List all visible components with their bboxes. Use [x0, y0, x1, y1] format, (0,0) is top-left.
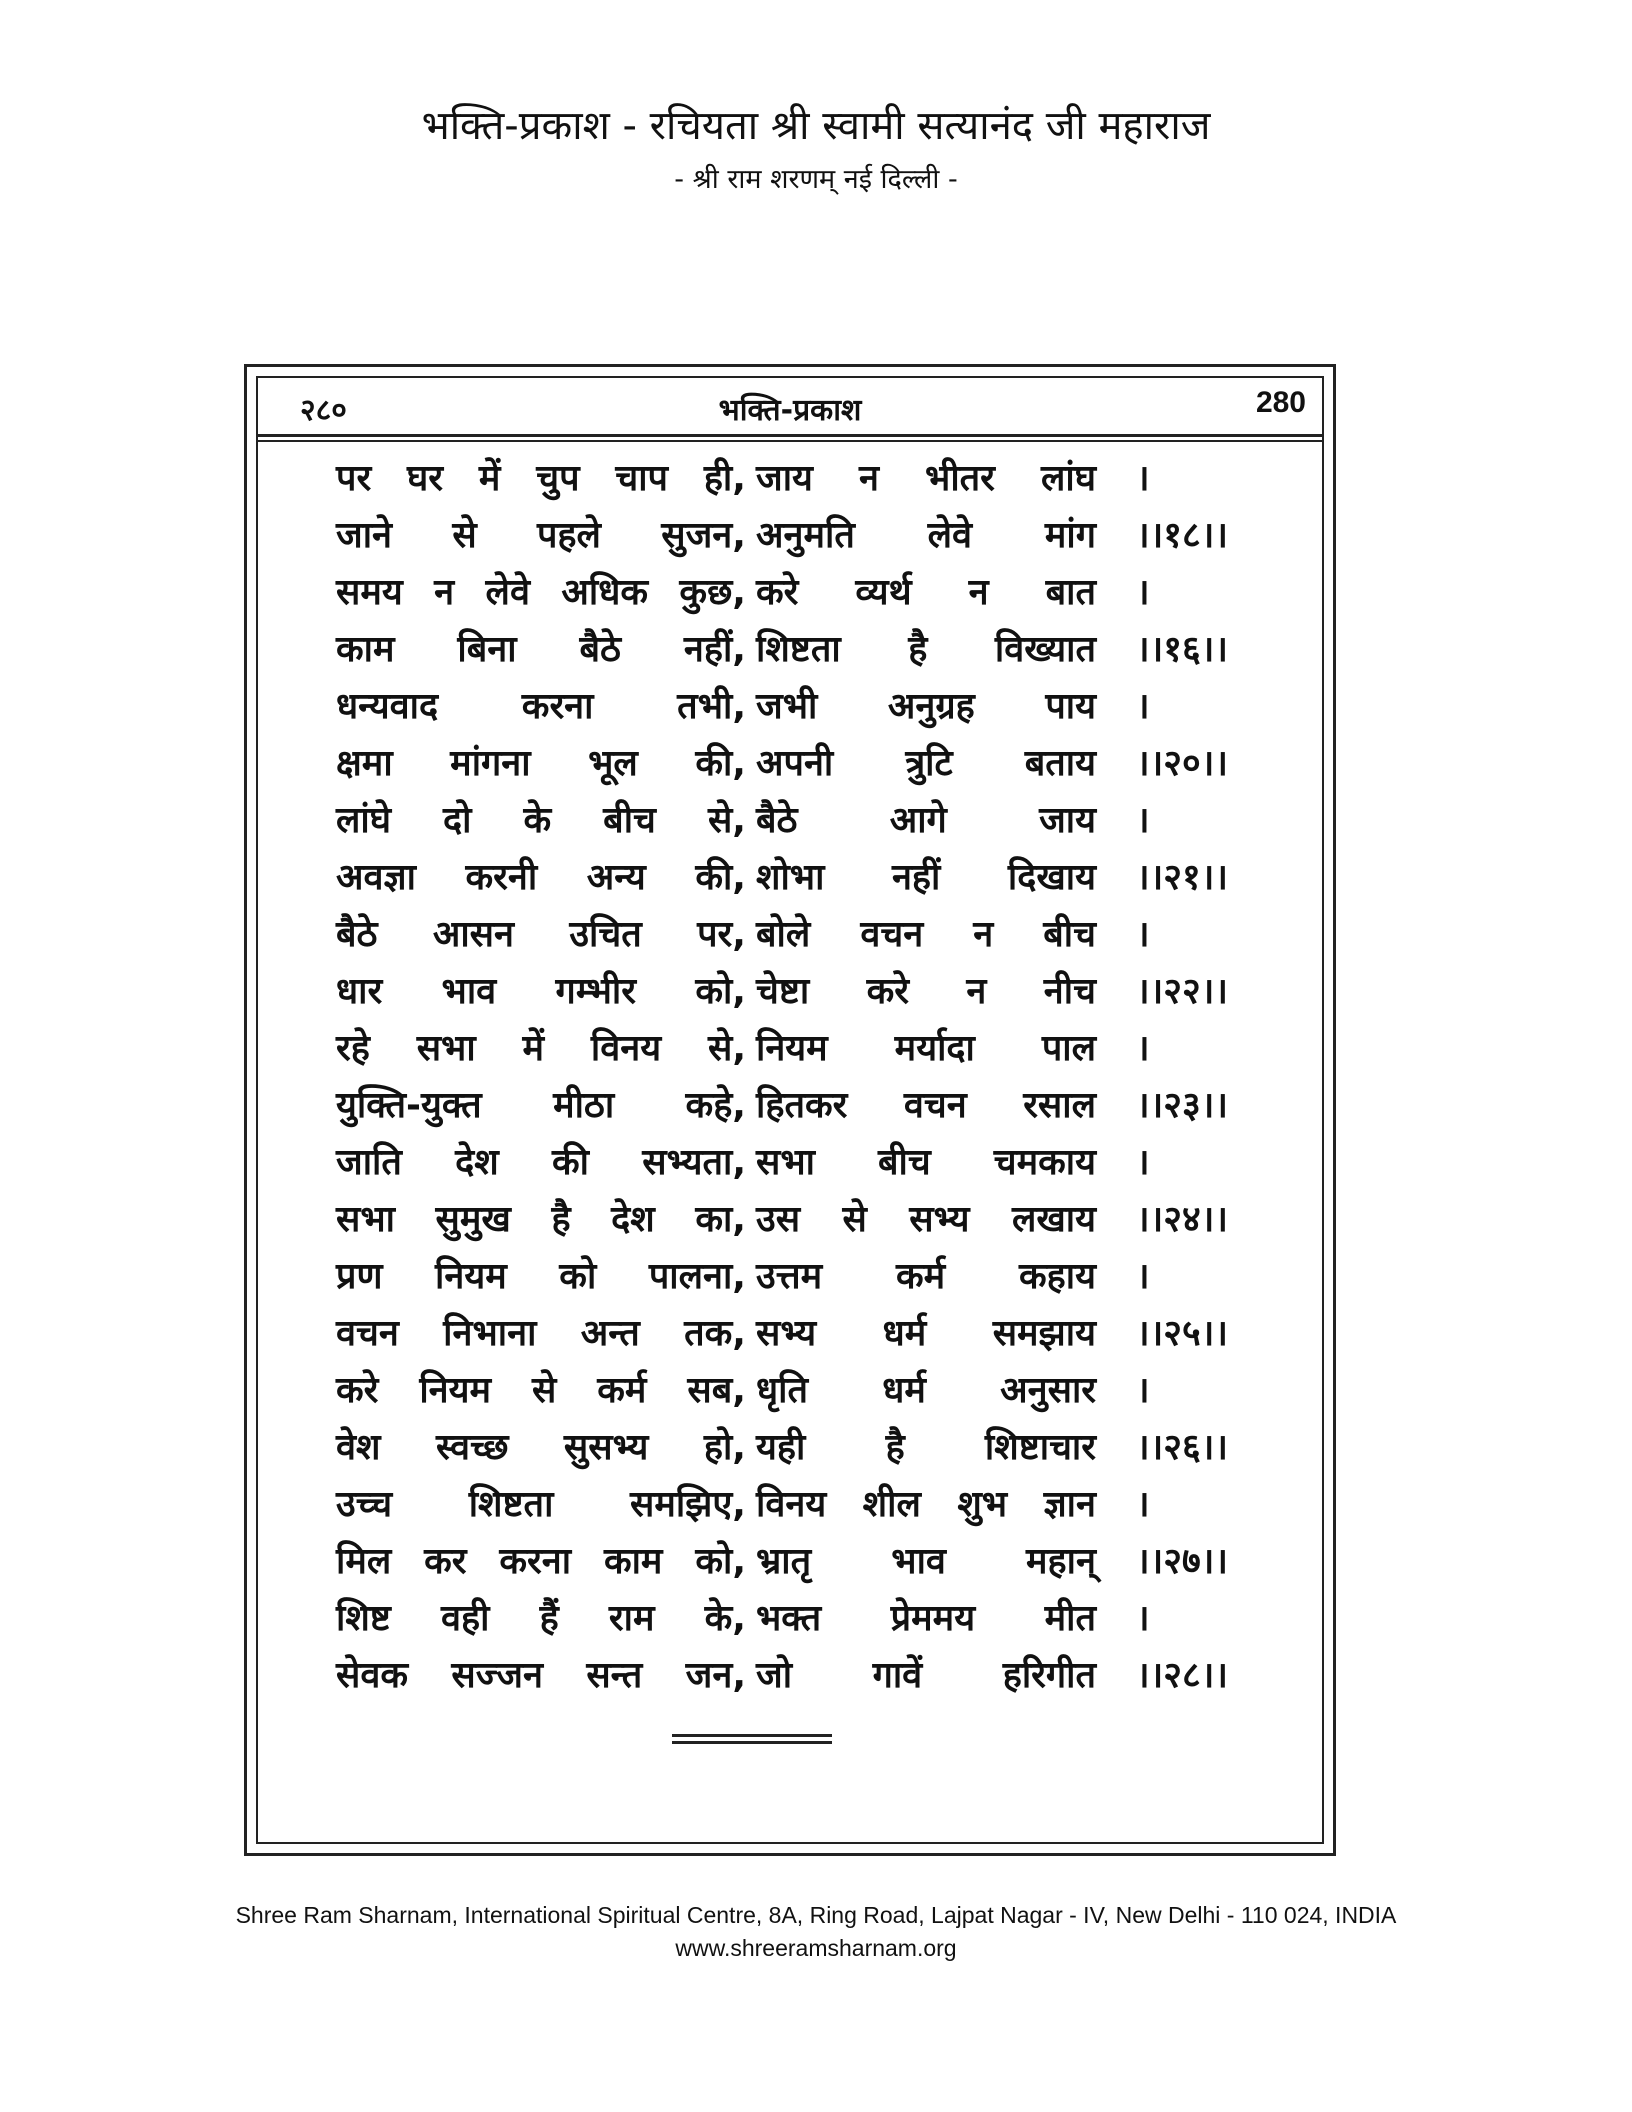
verse-second-half: यही है शिष्टाचार [756, 1427, 1096, 1468]
verse-line [336, 1588, 1256, 1645]
verse-second-half: अनुमति लेवे मांग [756, 515, 1096, 556]
verse-second-half: नियम मर्यादा पाल [756, 1028, 1096, 1069]
verse-number: ।।२४।। [1136, 1199, 1229, 1240]
verse-number: । [1136, 572, 1150, 613]
verse-second-half: सभ्य धर्म समझाय [756, 1313, 1096, 1354]
verse-number: । [1136, 458, 1150, 499]
verse-first-half: रहे सभा में विनय से, [336, 1028, 746, 1069]
verse-number: ।।१८।। [1136, 515, 1229, 556]
document-subtitle: - श्री राम शरणम् नई दिल्ली - [674, 164, 958, 195]
verse-number: ।।२२।। [1136, 971, 1229, 1012]
verse-number: । [1136, 914, 1150, 955]
verse-first-half: अवज्ञा करनी अन्य की, [336, 857, 746, 898]
verse-line [336, 1531, 1256, 1588]
verse-second-half: जाय न भीतर लांघ [756, 458, 1096, 499]
verse-line [336, 847, 1256, 904]
verse-first-half: सेवक सज्जन सन्त जन, [336, 1655, 746, 1696]
verse-number: । [1136, 1484, 1150, 1525]
verse-first-half: शिष्ट वही हैं राम के, [336, 1598, 746, 1639]
verse-second-half: उत्तम कर्म कहाय [756, 1256, 1096, 1297]
verse-second-half: शोभा नहीं दिखाय [756, 857, 1096, 898]
verse-second-half: सभा बीच चमकाय [756, 1142, 1096, 1183]
verse-line [336, 1645, 1256, 1702]
verse-line [336, 1360, 1256, 1417]
verse-second-half: हितकर वचन रसाल [756, 1085, 1096, 1126]
verse-first-half: बैठे आसन उचित पर, [336, 914, 746, 955]
verse-first-half: करे नियम से कर्म सब, [336, 1370, 746, 1411]
verse-number: । [1136, 800, 1150, 841]
footer-website: www.shreeramsharnam.org [675, 1935, 957, 1961]
verse-line [336, 1417, 1256, 1474]
verse-first-half: प्रण नियम को पालना, [336, 1256, 746, 1297]
running-title: भक्ति-प्रकाश [718, 393, 862, 428]
verse-number: । [1136, 1598, 1150, 1639]
verse-line [336, 619, 1256, 676]
page-number: 280 [1255, 386, 1306, 419]
verse-first-half: जाति देश की सभ्यता, [336, 1142, 746, 1183]
verse-first-half: काम बिना बैठे नहीं, [336, 629, 746, 670]
verse-second-half: चेष्टा करे न नीच [756, 971, 1096, 1012]
verse-number: ।।२१।। [1136, 857, 1229, 898]
verse-line [336, 1303, 1256, 1360]
verse-line [336, 961, 1256, 1018]
verse-first-half: जाने से पहले सुजन, [336, 515, 746, 556]
verse-line [336, 676, 1256, 733]
verse-number: । [1136, 686, 1150, 727]
verse-number: ।।२३।। [1136, 1085, 1229, 1126]
header-rule [258, 434, 1322, 437]
verse-first-half: वचन निभाना अन्त तक, [336, 1313, 746, 1354]
verse-first-half: मिल कर करना काम को, [336, 1541, 746, 1582]
verse-number: ।।२०।। [1136, 743, 1229, 784]
verse-first-half: उच्च शिष्टता समझिए, [336, 1484, 746, 1525]
page-number-devanagari: २८० [300, 393, 347, 428]
verse-first-half: पर घर में चुप चाप ही, [336, 458, 746, 499]
verse-second-half: धृति धर्म अनुसार [756, 1370, 1096, 1411]
footer-address: Shree Ram Sharnam, International Spiritual Centre, 8A, Ring Road, Lajpat Nagar - IV, New Delhi - 110 024, INDIA [235, 1902, 1397, 1928]
verse-number: । [1136, 1028, 1150, 1069]
verse-number: ।।२८।। [1136, 1655, 1229, 1696]
verse-second-half: जो गावें हरिगीत [756, 1655, 1096, 1696]
verse-first-half: धार भाव गम्भीर को, [336, 971, 746, 1012]
verse-second-half: करे व्यर्थ न बात [756, 572, 1096, 613]
verse-first-half: धन्यवाद करना तभी, [336, 686, 746, 727]
document-title: भक्ति-प्रकाश - रचियता श्री स्वामी सत्यानंद जी महाराज [421, 103, 1211, 149]
verse-line [336, 1246, 1256, 1303]
end-rule [672, 1734, 832, 1737]
verse-first-half: वेश स्वच्छ सुसभ्य हो, [336, 1427, 746, 1468]
verse-second-half: अपनी त्रुटि बताय [756, 743, 1096, 784]
verse-line [336, 790, 1256, 847]
page-header [258, 380, 1322, 434]
end-rule [672, 1741, 832, 1744]
verse-number: । [1136, 1256, 1150, 1297]
verse-line [336, 1018, 1256, 1075]
verse-second-half: भक्त प्रेममय मीत [756, 1598, 1096, 1639]
verse-second-half: बैठे आगे जाय [756, 800, 1096, 841]
verse-line [336, 562, 1256, 619]
verse-second-half: भ्रातृ भाव महान् [756, 1541, 1096, 1582]
verse-number: । [1136, 1142, 1150, 1183]
verse-line [336, 448, 1256, 505]
verse-number: ।।१६।। [1136, 629, 1229, 670]
verse-number: ।।२६।। [1136, 1427, 1229, 1468]
verse-number: । [1136, 1370, 1150, 1411]
verse-second-half: शिष्टता है विख्यात [756, 629, 1096, 670]
verse-line [336, 904, 1256, 961]
verse-line [336, 1075, 1256, 1132]
verse-block [336, 448, 1256, 1702]
verse-second-half: बोले वचन न बीच [756, 914, 1096, 955]
verse-number: ।।२५।। [1136, 1313, 1229, 1354]
verse-line [336, 505, 1256, 562]
verse-line [336, 1189, 1256, 1246]
verse-line [336, 1474, 1256, 1531]
header-rule [258, 440, 1322, 442]
verse-first-half: समय न लेवे अधिक कुछ, [336, 572, 746, 613]
verse-second-half: विनय शील शुभ ज्ञान [756, 1484, 1096, 1525]
verse-second-half: जभी अनुग्रह पाय [756, 686, 1096, 727]
verse-line [336, 733, 1256, 790]
verse-first-half: सभा सुमुख है देश का, [336, 1199, 746, 1240]
verse-first-half: क्षमा मांगना भूल की, [336, 743, 746, 784]
verse-second-half: उस से सभ्य लखाय [756, 1199, 1096, 1240]
verse-first-half: युक्ति-युक्त मीठा कहे, [336, 1085, 746, 1126]
verse-number: ।।२७।। [1136, 1541, 1229, 1582]
verse-first-half: लांघे दो के बीच से, [336, 800, 746, 841]
verse-line [336, 1132, 1256, 1189]
